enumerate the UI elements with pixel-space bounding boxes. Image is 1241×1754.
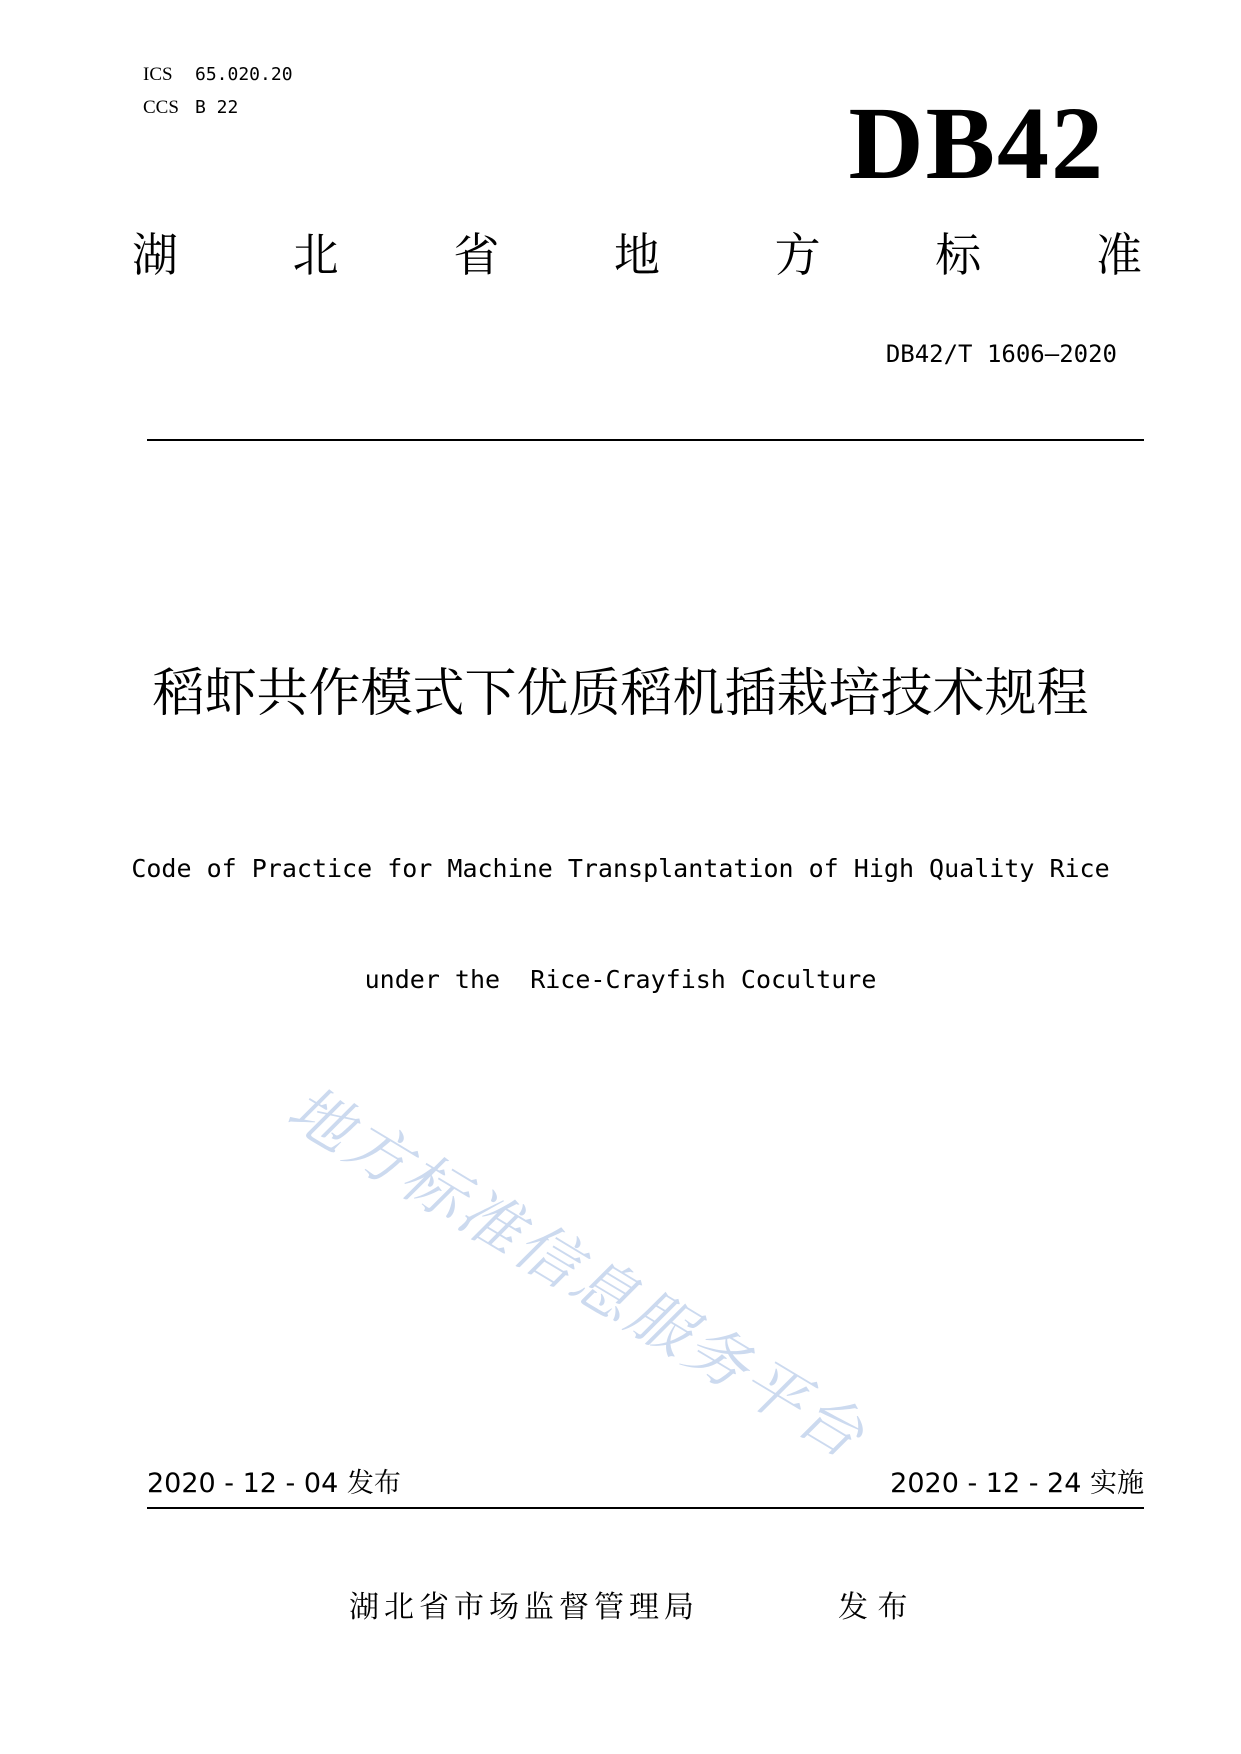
- ccs-code: [143, 91, 293, 124]
- ics-value: 65.020.20: [195, 64, 293, 85]
- title-english-line1: Code of Practice for Machine Transplantation of High Quality Rice: [131, 854, 1110, 883]
- issue-date: 2020 - 12 - 04 发布: [147, 1468, 401, 1499]
- bottom-divider: [147, 1507, 1144, 1509]
- standard-type-char: 地: [613, 228, 660, 282]
- top-divider: [147, 439, 1144, 441]
- title-chinese: 稻虾共作模式下优质稻机插栽培技术规程: [152, 664, 1089, 724]
- classification-codes: [143, 58, 293, 124]
- standard-type-char: 准: [1095, 228, 1142, 282]
- standard-type-heading: [132, 228, 1142, 282]
- ccs-value: B 22: [195, 97, 239, 118]
- date-row: [147, 1470, 1144, 1497]
- ics-code: [143, 58, 293, 91]
- standard-type-char: 北: [292, 228, 339, 282]
- publish-suffix: 发 布: [838, 1590, 908, 1625]
- ccs-label: CCS: [143, 97, 179, 118]
- standard-type-char: 方: [774, 228, 821, 282]
- standard-type-char: 省: [453, 228, 500, 282]
- publisher-name: 湖北省市场监督管理局: [349, 1590, 699, 1625]
- db-mark: DB42: [848, 86, 1105, 201]
- standard-number: DB42/T 1606—2020: [885, 340, 1117, 368]
- title-english-line2: under the Rice-Crayfish Coculture: [364, 965, 877, 994]
- standard-type-char: 标: [935, 228, 982, 282]
- title-english: [0, 776, 1241, 1035]
- ics-label: ICS: [143, 64, 173, 85]
- implementation-date: 2020 - 12 - 24 实施: [890, 1468, 1144, 1499]
- watermark: 地方标准信息服务平台: [275, 1071, 880, 1474]
- standard-type-char: 湖: [132, 228, 178, 282]
